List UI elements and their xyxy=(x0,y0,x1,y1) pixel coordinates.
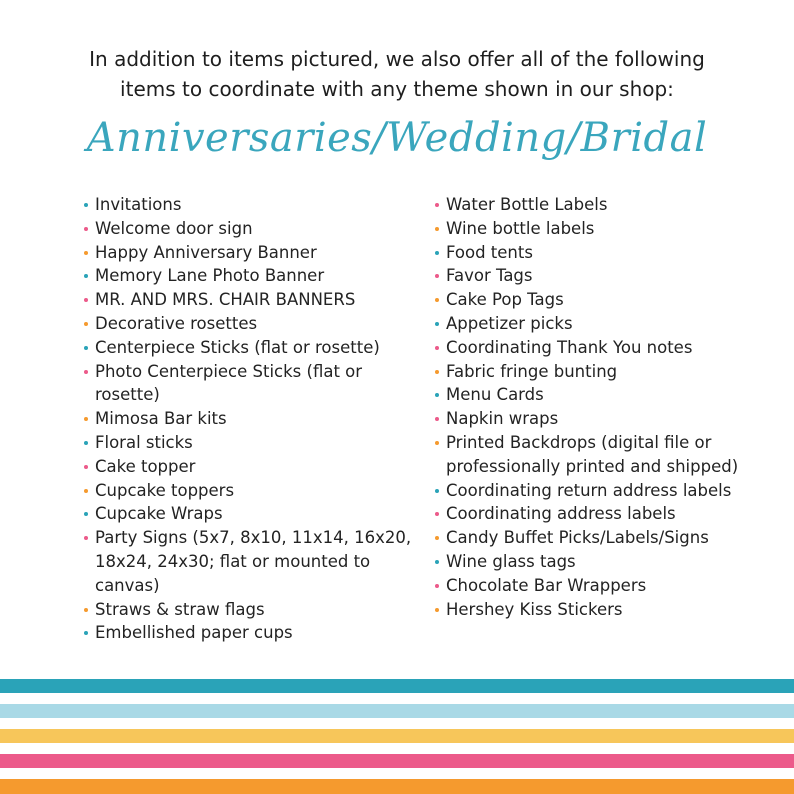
list-item xyxy=(433,526,763,550)
list-item xyxy=(433,241,763,265)
bullet-icon xyxy=(435,584,439,588)
bullet-icon xyxy=(435,322,439,326)
stripe-yellow xyxy=(0,729,794,743)
bullet-icon xyxy=(84,203,88,207)
list-item xyxy=(433,336,763,360)
bullet-icon xyxy=(84,298,88,302)
bullet-icon xyxy=(435,417,439,421)
bullet-icon xyxy=(435,346,439,350)
bullet-icon xyxy=(84,274,88,278)
list-item xyxy=(433,264,763,288)
list-item xyxy=(433,288,763,312)
list-item-label: Fabric fringe bunting xyxy=(446,361,618,381)
list-item xyxy=(433,574,763,598)
list-item-label: Coordinating Thank You notes xyxy=(446,337,693,357)
list-item xyxy=(82,288,412,312)
stripe-pink xyxy=(0,754,794,768)
list-item-label: Decorative rosettes xyxy=(95,313,258,333)
list-item-label: Food tents xyxy=(446,242,533,262)
list-item xyxy=(82,407,412,431)
list-item-label: Cake topper xyxy=(95,456,196,476)
list-item xyxy=(82,502,412,526)
list-item xyxy=(433,407,763,431)
list-item-label: Invitations xyxy=(95,195,182,214)
list-item xyxy=(82,264,412,288)
list-item-label: Menu Cards xyxy=(446,385,544,405)
list-item xyxy=(433,502,763,526)
bullet-icon xyxy=(84,370,88,374)
list-item xyxy=(82,336,412,360)
list-item xyxy=(82,193,412,217)
list-item-label: Floral sticks xyxy=(95,432,193,452)
list-item-label: Chocolate Bar Wrappers xyxy=(446,575,647,595)
intro-text xyxy=(0,44,794,104)
bullet-icon xyxy=(435,560,439,564)
list-item-label: Cake Pop Tags xyxy=(446,290,564,310)
bullet-icon xyxy=(435,298,439,302)
bullet-icon xyxy=(84,631,88,635)
intro-line-1: In addition to items pictured, we also offer all of the following xyxy=(89,47,705,71)
list-item xyxy=(82,479,412,503)
list-item-label: Hershey Kiss Stickers xyxy=(446,599,623,619)
left-item-list xyxy=(82,193,412,645)
list-item-label: Napkin wraps xyxy=(446,409,559,429)
list-item xyxy=(433,431,763,479)
intro-line-2: items to coordinate with any theme shown in our shop: xyxy=(120,77,674,101)
bullet-icon xyxy=(84,512,88,516)
page-title: Anniversaries/Wedding/Bridal xyxy=(86,115,708,161)
list-item-label: Coordinating return address labels xyxy=(446,480,732,500)
bullet-icon xyxy=(435,274,439,278)
list-item xyxy=(82,526,412,597)
list-item xyxy=(433,598,763,622)
list-item-label: Wine glass tags xyxy=(446,551,576,571)
list-item-label: Cupcake toppers xyxy=(95,480,235,500)
list-item xyxy=(82,360,412,408)
list-item xyxy=(82,455,412,479)
list-item-label: Appetizer picks xyxy=(446,313,573,333)
list-item xyxy=(82,312,412,336)
list-item xyxy=(433,479,763,503)
list-item-label: Memory Lane Photo Banner xyxy=(95,266,325,286)
list-item xyxy=(433,217,763,241)
list-item xyxy=(433,360,763,384)
stripe-teal xyxy=(0,679,794,693)
list-item xyxy=(433,383,763,407)
list-item-label: MR. AND MRS. CHAIR BANNERS xyxy=(95,290,356,310)
stripe-orange xyxy=(0,779,794,794)
bullet-icon xyxy=(84,489,88,493)
list-item xyxy=(433,550,763,574)
list-item-label: Party Signs (5x7, 8x10, 11x14, 16x20, 18x24, 24x30; flat or mounted to canvas) xyxy=(95,528,412,595)
bullet-icon xyxy=(84,322,88,326)
list-item xyxy=(82,217,412,241)
list-item-label: Embellished paper cups xyxy=(95,623,293,643)
bullet-icon xyxy=(435,203,439,207)
list-item-label: Printed Backdrops (digital file or professionally printed and shipped) xyxy=(446,432,739,476)
list-item xyxy=(82,621,412,645)
bullet-icon xyxy=(84,251,88,255)
bullet-icon xyxy=(84,441,88,445)
list-item-label: Cupcake Wraps xyxy=(95,504,223,524)
list-item-label: Straws & straw flags xyxy=(95,599,265,619)
list-item xyxy=(433,193,763,217)
list-item xyxy=(82,431,412,455)
bullet-icon xyxy=(84,465,88,469)
list-item-label: Mimosa Bar kits xyxy=(95,409,227,429)
right-item-list xyxy=(433,193,763,621)
list-item-label: Wine bottle labels xyxy=(446,218,595,238)
list-item-label: Favor Tags xyxy=(446,266,533,286)
list-item-label: Centerpiece Sticks (flat or rosette) xyxy=(95,337,380,357)
bullet-icon xyxy=(435,489,439,493)
bullet-icon xyxy=(84,608,88,612)
list-item-label: Photo Centerpiece Sticks (flat or rosette) xyxy=(95,361,363,405)
bullet-icon xyxy=(435,227,439,231)
list-item xyxy=(433,312,763,336)
list-item xyxy=(82,598,412,622)
bullet-icon xyxy=(435,251,439,255)
stripe-light-blue xyxy=(0,704,794,718)
bullet-icon xyxy=(84,346,88,350)
bullet-icon xyxy=(435,370,439,374)
bullet-icon xyxy=(435,441,439,445)
bullet-icon xyxy=(84,227,88,231)
list-item-label: Candy Buffet Picks/Labels/Signs xyxy=(446,528,709,548)
list-item-label: Welcome door sign xyxy=(95,218,253,238)
bullet-icon xyxy=(435,393,439,397)
bullet-icon xyxy=(435,512,439,516)
bullet-icon xyxy=(435,536,439,540)
bullet-icon xyxy=(84,417,88,421)
bullet-icon xyxy=(84,536,88,540)
list-item xyxy=(82,241,412,265)
list-item-label: Coordinating address labels xyxy=(446,504,676,524)
list-item-label: Water Bottle Labels xyxy=(446,195,608,214)
list-item-label: Happy Anniversary Banner xyxy=(95,242,317,262)
bullet-icon xyxy=(435,608,439,612)
